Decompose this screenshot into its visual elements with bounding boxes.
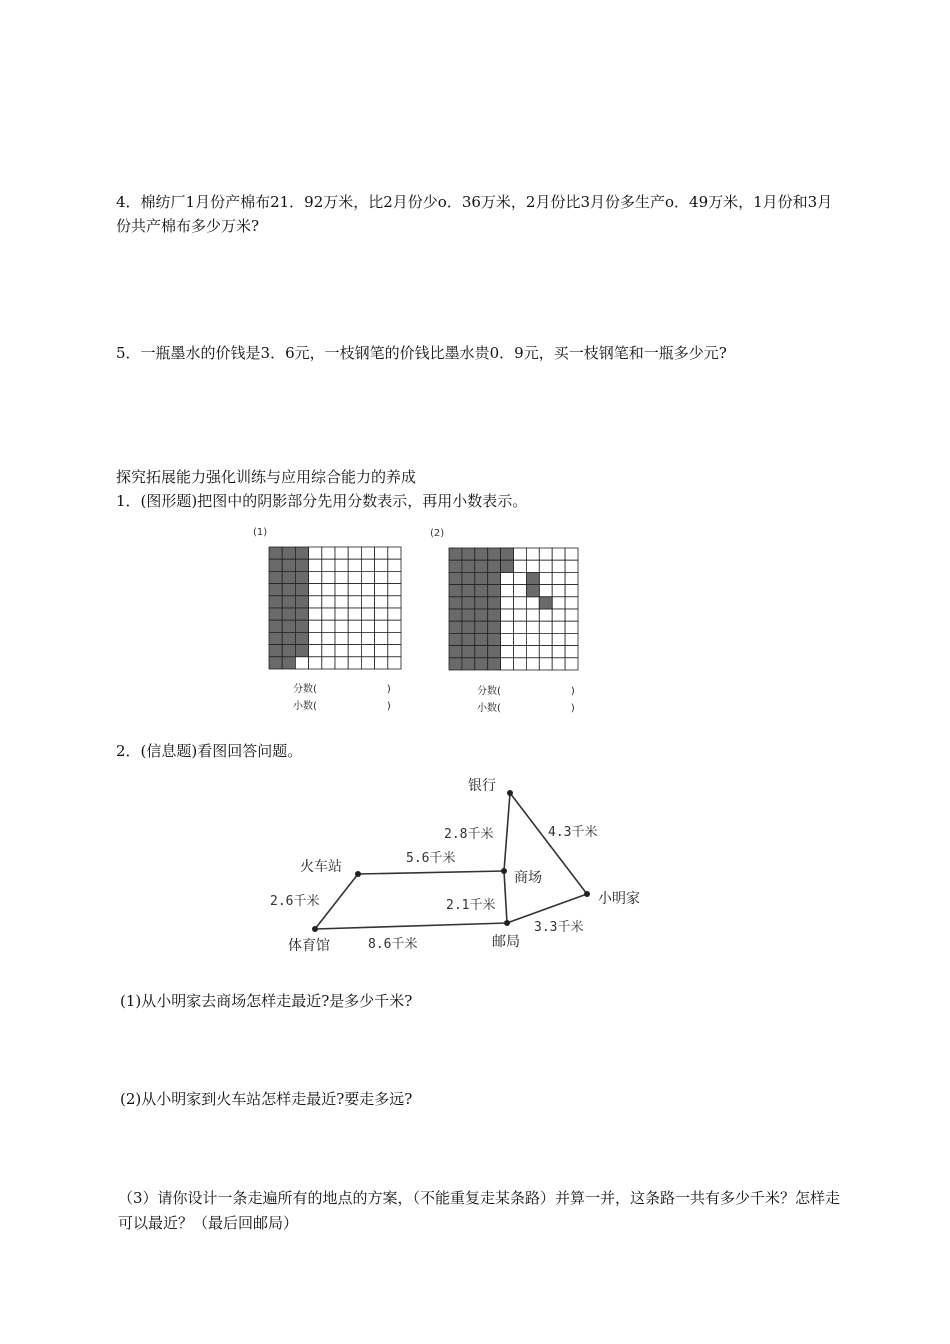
grid-2-shaded-cell (462, 658, 475, 670)
grid-1-cell (309, 571, 322, 583)
distance-station-mall: 5.6千米 (406, 851, 456, 866)
grid-1-cell (388, 584, 401, 596)
grid-1-cell (348, 657, 361, 669)
grid-1-shaded-cell (295, 571, 308, 583)
grid-1-cell (375, 571, 388, 583)
grid-2-cell (552, 597, 565, 609)
grid-2-shaded-cell (462, 548, 475, 560)
grid-1-cell (348, 559, 361, 571)
exercise-1: 1．(图形题)把图中的阴影部分先用分数表示，再用小数表示。 (116, 492, 528, 510)
distance-post-home: 3.3千米 (534, 920, 584, 935)
mall-dot (501, 868, 507, 874)
grid-2-cell (552, 548, 565, 560)
grid-2-shaded-cell (462, 621, 475, 633)
grid-1-cell (335, 559, 348, 571)
question-4: 4．棉纺厂1月份产棉布21．92万米，比2月份少o．36万米，2月份比3月份多生产o．49万米，1月份和3月份共产棉布多少万米? (116, 193, 833, 235)
bank-dot (507, 790, 513, 796)
grid-2-cell (526, 609, 539, 621)
grid-1-cell (322, 559, 335, 571)
train-station-dot (355, 871, 361, 877)
grid-2-cell (514, 548, 527, 560)
grid-1-cell (295, 657, 308, 669)
grid-1-cell (388, 571, 401, 583)
grid-1-label: (1) (253, 527, 268, 538)
grid-1-cell (322, 571, 335, 583)
exercise-2: 2．(信息题)看图回答问题。 (116, 742, 303, 760)
grid-1-cell (361, 645, 374, 657)
grid-1-cell (309, 584, 322, 596)
grid-1-cell (322, 547, 335, 559)
grid-2-shaded-cell (488, 585, 501, 597)
grid-1-shaded-cell (295, 632, 308, 644)
sub-question-1: (1)从小明家去商场怎样走最近?是多少千米? (120, 992, 413, 1010)
grid-2-cell (565, 633, 578, 645)
grid-2-shaded-cell (449, 572, 462, 584)
grid-2-cell (514, 560, 527, 572)
grid-1-cell (335, 584, 348, 596)
grid-1-cell (361, 657, 374, 669)
grid-2-cell (552, 585, 565, 597)
grid-2-shaded-cell (449, 658, 462, 670)
grid-2-cell (539, 658, 552, 670)
grid-1-cell (375, 657, 388, 669)
grid-2-cell (514, 621, 527, 633)
grid-1-cell (335, 632, 348, 644)
grid-2-shaded-cell (488, 646, 501, 658)
grid-1-shaded-cell (269, 584, 282, 596)
distance-station-stadium: 2.6千米 (270, 894, 320, 909)
grid-1-cell (322, 608, 335, 620)
grid-2-cell (552, 609, 565, 621)
route-map (260, 768, 660, 958)
distance-stadium-post: 8.6千米 (368, 937, 418, 952)
grid-1-cell (309, 596, 322, 608)
grid-1-cell (348, 596, 361, 608)
grid-2-cell (501, 585, 514, 597)
grid-2-cell (539, 609, 552, 621)
grid-2-cell (539, 548, 552, 560)
grid-1-cell (361, 632, 374, 644)
grid-2-cell (514, 572, 527, 584)
grid-1-cell (322, 620, 335, 632)
road-stadium-post (315, 923, 507, 929)
grid-2-shaded-cell (462, 646, 475, 658)
grid-2-shaded-cell (488, 621, 501, 633)
distance-bank-mall: 2.8千米 (444, 827, 494, 842)
grid-1-cell (348, 547, 361, 559)
grid-2-cell (526, 548, 539, 560)
grid-1-shaded-cell (269, 559, 282, 571)
grid-2-decimal-answer (477, 699, 575, 714)
sub-question-3: （3）请你设计一条走遍所有的地点的方案，（不能重复走某条路）并算一并，这条路一共有多少千米？怎样走可以最近？（最后回邮局） (118, 1189, 841, 1232)
grid-1-cell (375, 632, 388, 644)
grid-1-cell (309, 608, 322, 620)
grid-1-shaded-cell (269, 645, 282, 657)
grid-2-cell (565, 658, 578, 670)
grid-1-cell (322, 596, 335, 608)
grid-1-decimal-answer (293, 697, 391, 712)
grid-1-cell (388, 608, 401, 620)
grid-2-shaded-cell (449, 548, 462, 560)
decimal-label: 小数( (477, 703, 501, 714)
grid-1-cell (361, 571, 374, 583)
grid-1-shaded-cell (295, 608, 308, 620)
grid-1-cell (335, 596, 348, 608)
grid-2-cell (514, 646, 527, 658)
grid-1-shaded-cell (295, 620, 308, 632)
decimal-label: 小数( (293, 701, 317, 712)
grid-2-cell (552, 560, 565, 572)
grid-2-cell (539, 646, 552, 658)
grid-2-shaded-cell (449, 646, 462, 658)
grid-1-cell (309, 632, 322, 644)
grid-1-shaded-cell (282, 571, 295, 583)
grid-2-shaded-cell (488, 633, 501, 645)
grid-2-shaded-cell (488, 548, 501, 560)
grid-1-cell (335, 645, 348, 657)
grid-2-cell (565, 609, 578, 621)
grid-2-cell (526, 658, 539, 670)
grid-2-shaded-cell (488, 658, 501, 670)
grid-1-cell (388, 645, 401, 657)
grid-2-cell (501, 633, 514, 645)
grid-1-cell (375, 620, 388, 632)
grid-2-cell (526, 560, 539, 572)
post-office-dot (504, 920, 510, 926)
road-station-mall (358, 871, 504, 874)
grid-1-cell (375, 547, 388, 559)
grid-1-shaded-cell (295, 559, 308, 571)
grid-2-cell (565, 646, 578, 658)
grid-2-cell (501, 597, 514, 609)
mall-label: 商场 (514, 870, 542, 886)
grid-1-shaded-cell (282, 559, 295, 571)
grid-2-cell (565, 560, 578, 572)
grid-1-shaded-cell (269, 632, 282, 644)
grid-1-cell (348, 571, 361, 583)
grid-1-cell (375, 584, 388, 596)
grid-2-shaded-cell (462, 560, 475, 572)
grid-2-label: (2) (430, 528, 445, 539)
road-bank-mall (504, 793, 510, 871)
grid-2-shaded-cell (462, 585, 475, 597)
grid-2-shaded-cell (501, 548, 514, 560)
grid-1-shaded-cell (295, 645, 308, 657)
grid-1-cell (309, 547, 322, 559)
close-paren: ) (386, 701, 391, 712)
grid-1-shaded-cell (295, 596, 308, 608)
grid-2-cell (539, 560, 552, 572)
grid-2-cell (501, 572, 514, 584)
grid-1-cell (322, 645, 335, 657)
grid-2-cell (552, 646, 565, 658)
grid-2-cell (539, 585, 552, 597)
grid-2-cell (565, 585, 578, 597)
grid-2-shaded-cell (475, 621, 488, 633)
grid-1-fraction-answer (293, 680, 391, 695)
grid-2-shaded-cell (475, 560, 488, 572)
grid-2-shaded-cell (449, 560, 462, 572)
sub-question-2: (2)从小明家到火车站怎样走最近?要走多远? (120, 1090, 413, 1108)
grid-1-cell (309, 559, 322, 571)
home-label: 小明家 (598, 891, 640, 907)
grid-2-shaded-cell (475, 633, 488, 645)
grid-2-cell (565, 597, 578, 609)
grid-2 (448, 547, 579, 671)
grid-1-cell (361, 608, 374, 620)
question-5: 5．一瓶墨水的价钱是3．6元，一枝钢笔的价钱比墨水贵0．9元，买一枝钢笔和一瓶多少元? (116, 344, 727, 362)
grid-2-cell (526, 597, 539, 609)
grid-1-cell (322, 632, 335, 644)
grid-1-cell (375, 596, 388, 608)
grid-1-shaded-cell (282, 632, 295, 644)
grid-2-cell (514, 585, 527, 597)
grid-2-cell (501, 609, 514, 621)
grid-2-shaded-cell (488, 597, 501, 609)
grid-1-cell (388, 559, 401, 571)
grid-2-shaded-cell (462, 572, 475, 584)
grid-2-cell (565, 572, 578, 584)
grid-2-shaded-cell (462, 597, 475, 609)
grid-1-cell (375, 645, 388, 657)
grid-1-cell (348, 645, 361, 657)
grid-1-cell (309, 645, 322, 657)
grid-2-shaded-cell (488, 572, 501, 584)
grid-1-shaded-cell (269, 657, 282, 669)
grid-1-cell (335, 608, 348, 620)
road-mall-post (504, 871, 507, 923)
grid-2-shaded-cell (475, 646, 488, 658)
grid-1-shaded-cell (269, 620, 282, 632)
grid-2-cell (526, 646, 539, 658)
grid-1-cell (335, 571, 348, 583)
grid-1-cell (335, 657, 348, 669)
post-office-label: 邮局 (492, 934, 520, 950)
grid-2-cell (501, 646, 514, 658)
grid-2-cell (514, 597, 527, 609)
grid-1-cell (361, 584, 374, 596)
grid-1-shaded-cell (269, 596, 282, 608)
grid-2-shaded-cell (539, 597, 552, 609)
road-post-home (507, 894, 587, 923)
grid-1-cell (309, 657, 322, 669)
grid-1-cell (388, 657, 401, 669)
grid-1-cell (348, 620, 361, 632)
grid-2-shaded-cell (475, 548, 488, 560)
grid-2-shaded-cell (449, 633, 462, 645)
grid-1-cell (322, 657, 335, 669)
grid-1-cell (348, 632, 361, 644)
close-paren: ) (570, 686, 575, 697)
grid-2-shaded-cell (488, 609, 501, 621)
close-paren: ) (386, 684, 391, 695)
road-station-stadium (315, 874, 358, 929)
grid-1-shaded-cell (282, 645, 295, 657)
grid-1-cell (361, 596, 374, 608)
grid-2-shaded-cell (449, 609, 462, 621)
grid-2-cell (552, 658, 565, 670)
grid-1-shaded-cell (269, 547, 282, 559)
grid-1-shaded-cell (282, 596, 295, 608)
distance-mall-post: 2.1千米 (446, 898, 496, 913)
grid-2-shaded-cell (475, 658, 488, 670)
grid-2-cell (514, 609, 527, 621)
grid-1-cell (309, 620, 322, 632)
grid-2-cell (514, 658, 527, 670)
grid-2-shaded-cell (475, 572, 488, 584)
grid-2-cell (501, 621, 514, 633)
grid-2-shaded-cell (449, 585, 462, 597)
stadium-dot (312, 926, 318, 932)
grid-1-cell (375, 608, 388, 620)
grid-2-cell (552, 621, 565, 633)
grid-1-cell (388, 632, 401, 644)
grid-2-cell (539, 621, 552, 633)
grid-1-shaded-cell (269, 608, 282, 620)
grid-1-cell (388, 620, 401, 632)
grid-2-cell (539, 572, 552, 584)
grid-1-cell (388, 596, 401, 608)
grid-2-shaded-cell (526, 585, 539, 597)
grid-2-shaded-cell (526, 572, 539, 584)
grid-2-cell (501, 658, 514, 670)
grid-1-shaded-cell (282, 608, 295, 620)
grid-2-cell (552, 572, 565, 584)
close-paren: ) (570, 703, 575, 714)
grid-1-cell (361, 559, 374, 571)
fraction-label: 分数( (293, 684, 317, 695)
grid-2-shaded-cell (449, 597, 462, 609)
grid-2-cell (565, 548, 578, 560)
section-title: 探究拓展能力强化训练与应用综合能力的养成 (116, 468, 417, 486)
grid-2-shaded-cell (462, 609, 475, 621)
grid-2-shaded-cell (488, 560, 501, 572)
grid-2-cell (526, 633, 539, 645)
grid-2-shaded-cell (501, 560, 514, 572)
grid-2-cell (526, 621, 539, 633)
grid-1-cell (388, 547, 401, 559)
grid-1-shaded-cell (282, 620, 295, 632)
grid-1-cell (348, 584, 361, 596)
grid-2-shaded-cell (449, 621, 462, 633)
grid-1-shaded-cell (282, 657, 295, 669)
grid-2-shaded-cell (462, 633, 475, 645)
fraction-label: 分数( (477, 686, 501, 697)
grid-2-shaded-cell (475, 609, 488, 621)
grid-1-cell (375, 559, 388, 571)
grid-2-shaded-cell (475, 585, 488, 597)
grid-1-cell (361, 547, 374, 559)
grid-1-shaded-cell (295, 547, 308, 559)
grid-2-cell (552, 633, 565, 645)
grid-1-cell (335, 620, 348, 632)
grid-1-shaded-cell (269, 571, 282, 583)
grid-2-fraction-answer (477, 682, 575, 697)
grid-2-shaded-cell (475, 597, 488, 609)
grid-1-shaded-cell (295, 584, 308, 596)
grid-1-cell (335, 547, 348, 559)
home-dot (584, 891, 590, 897)
grid-2-cell (565, 621, 578, 633)
grid-1-cell (361, 620, 374, 632)
grid-1-cell (322, 584, 335, 596)
grid-2-cell (539, 633, 552, 645)
stadium-label: 体育馆 (288, 938, 330, 954)
grid-1-shaded-cell (282, 584, 295, 596)
grid-1-cell (348, 608, 361, 620)
grid-1-shaded-cell (282, 547, 295, 559)
train-station-label: 火车站 (300, 859, 342, 875)
distance-bank-home: 4.3千米 (548, 825, 598, 840)
bank-label: 银行 (468, 778, 496, 794)
grid-2-cell (514, 633, 527, 645)
grid-1 (268, 546, 402, 670)
